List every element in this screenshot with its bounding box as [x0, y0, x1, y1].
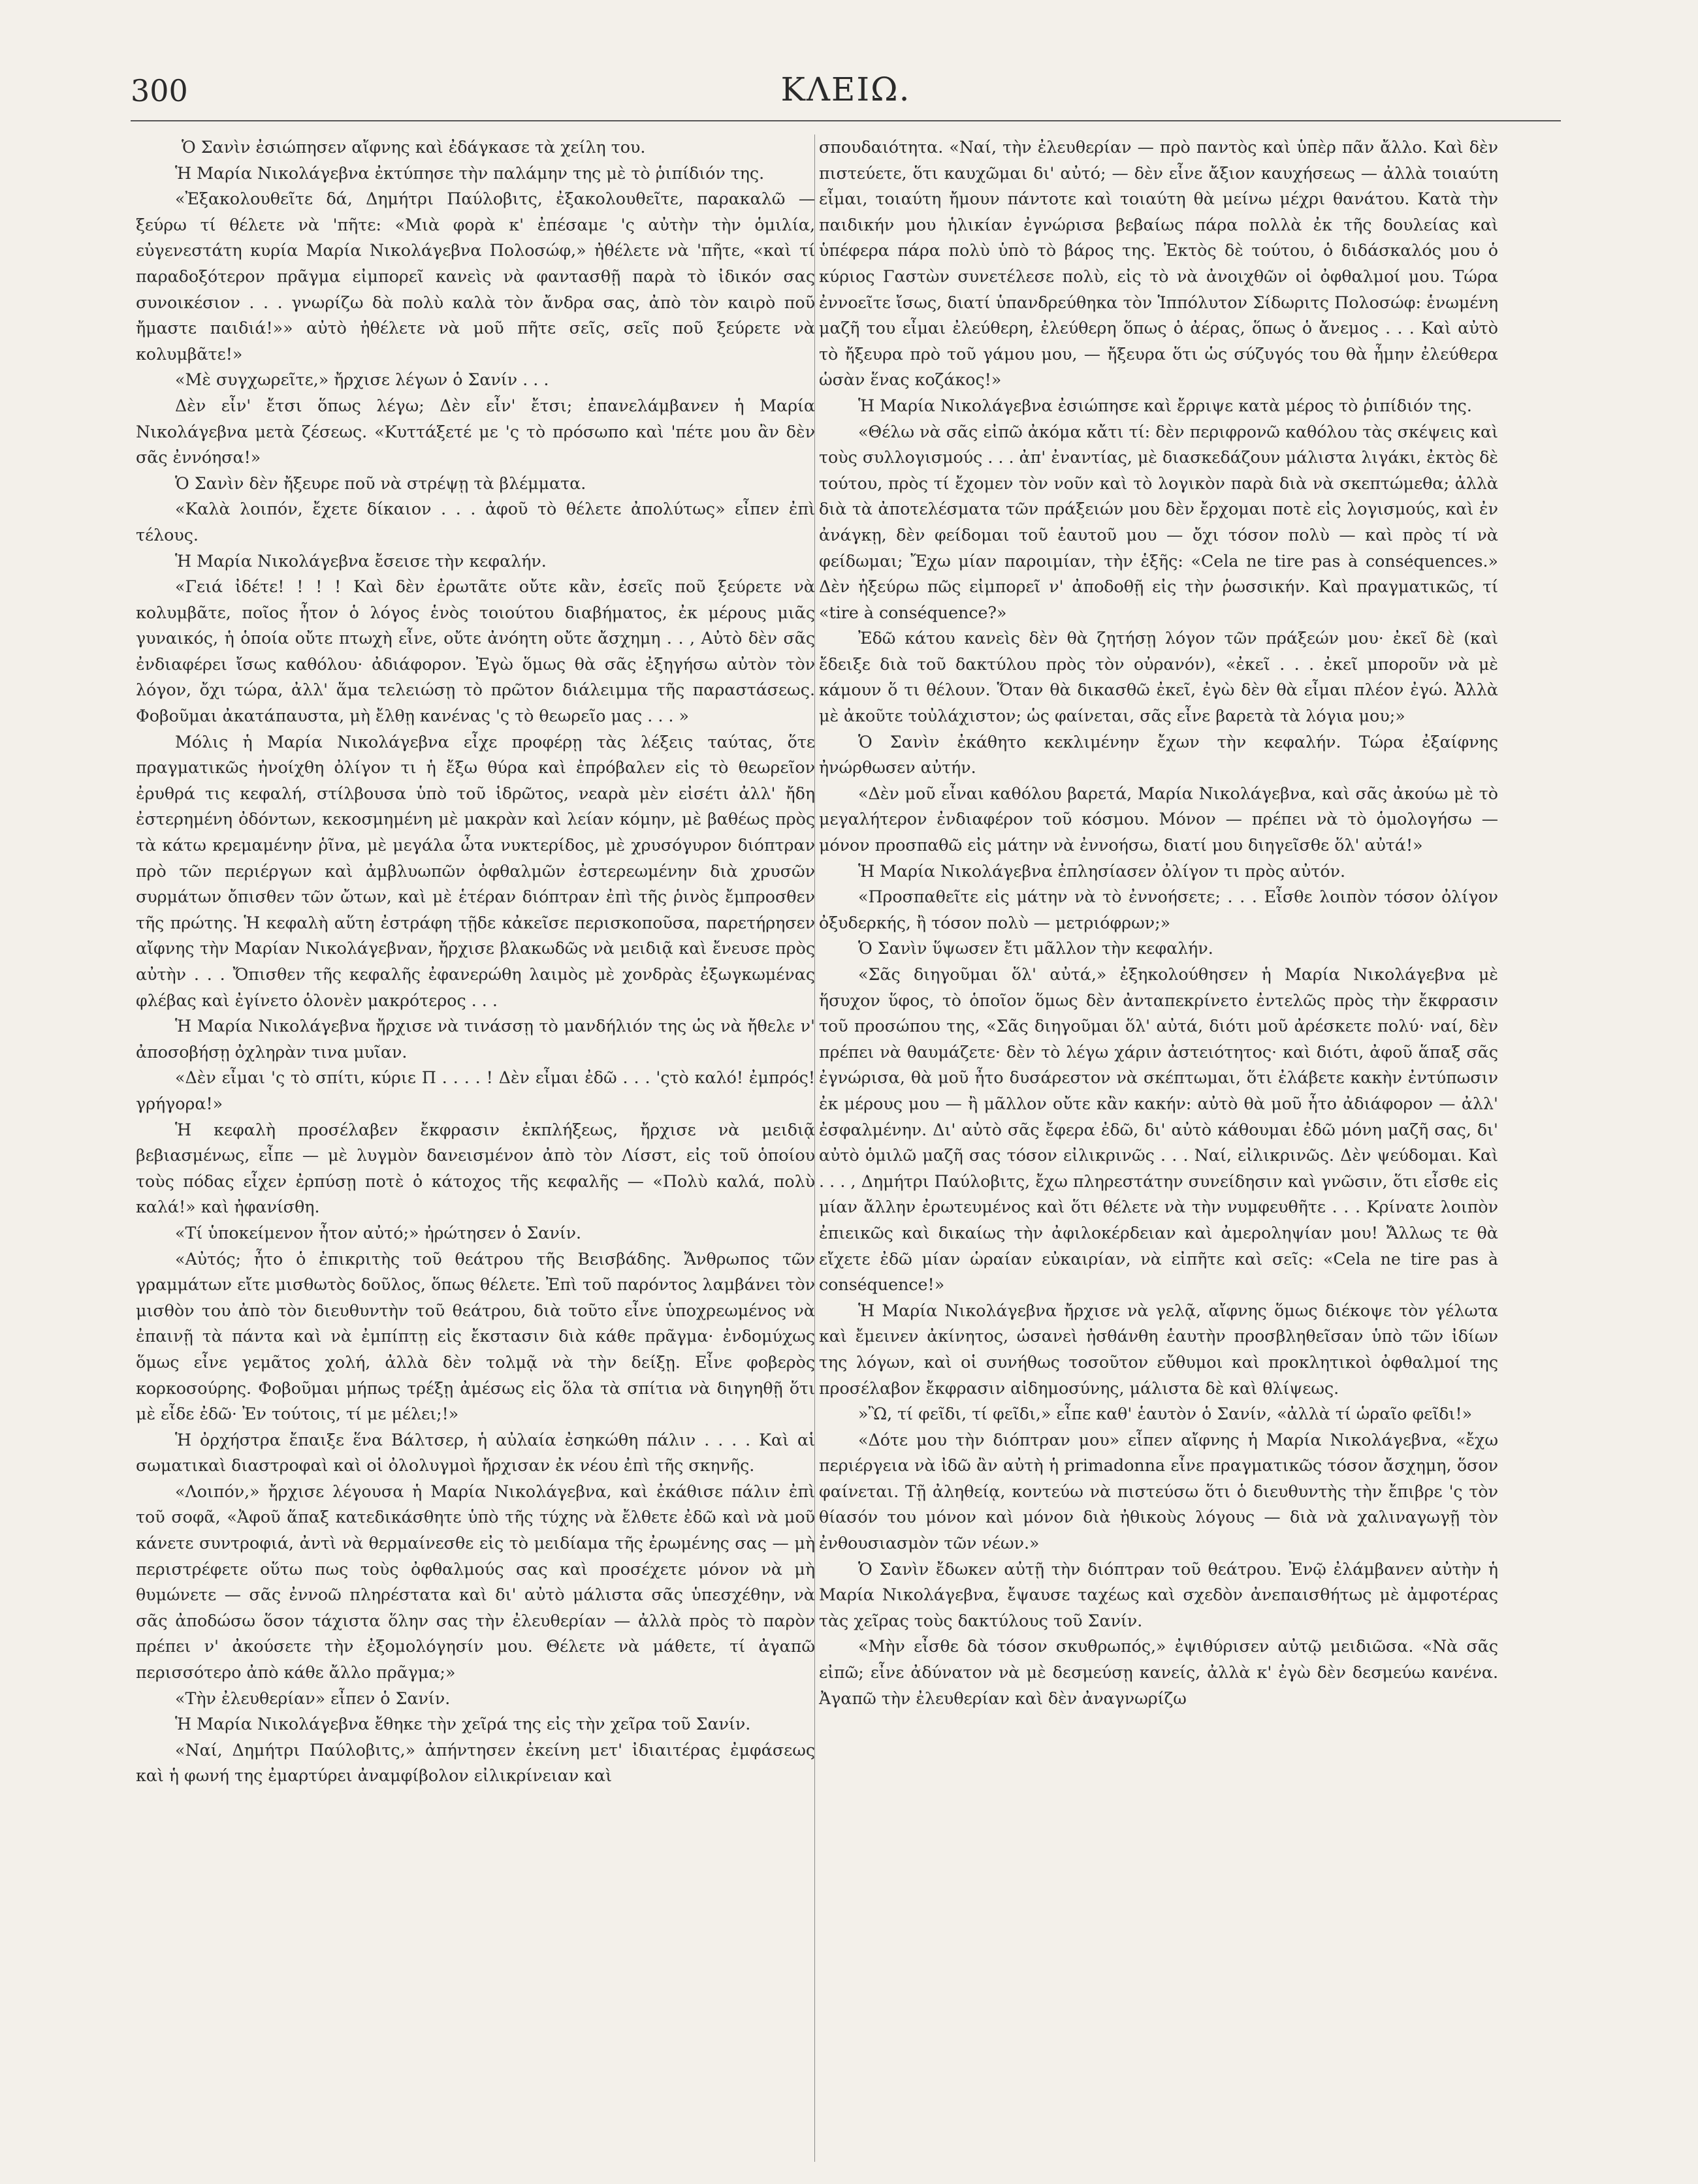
- paragraph: «Ἐξακολουθεῖτε δά, Δημήτρι Παύλοβιτς, ἐξακολουθεῖτε, παρακαλῶ — ξεύρω τί θέλετε νὰ 'πῆτε: «Μιὰ φορὰ κ' ἐπέσαμε 'ς αὐτὴν τὴν ὁμιλία, εὐγενεστάτη κυρία Μαρία Νικολάγεβνα Πολοσώφ,» ἠθέλετε νὰ 'πῆτε, «καὶ τί παραδοξότερον πρᾶγμα εἰμπορεῖ κανεὶς νὰ φαντασθῇ παρὰ τὸ ἰδικόν σας συνοικέσιον . . . γνωρίζω δὰ πολὺ καλὰ τὸν ἄνδρα σας, ἀπὸ τὸν καιρὸ ποῦ ἤμαστε παιδιά!»» αὐτὸ ἠθέλετε νὰ μοῦ πῆτε σεῖς, σεῖς ποῦ ξεύρετε νὰ κολυμβᾶτε!»: [136, 189, 815, 364]
- paragraph: «Δὲν μοῦ εἶναι καθόλου βαρετά, Μαρία Νικολάγεβνα, καὶ σᾶς ἀκούω μὲ τὸ μεγαλήτερον ἐνδιαφέρον τοῦ κόσμου. Μόνον — πρέπει νὰ τὸ ὁμολογήσω — μόνον προσπαθῶ εἰς μάτην νὰ ἐννοήσω, διατί μου διηγεῖσθε ὅλ' αὐτά!»: [819, 783, 1498, 855]
- column-divider: [814, 135, 815, 2162]
- page-header: [131, 65, 1561, 124]
- paragraph: Ἡ κεφαλὴ προσέλαβεν ἔκφρασιν ἐκπλήξεως, ἤρχισε νὰ μειδιᾷ βεβιασμένως, εἶπε — μὲ λυγμὸν δανεισμένον ἀπὸ τὸν Λίσστ, εἰς τοῦ ὁποίου τοὺς πόδας εἶχεν ἐρπύσῃ ποτὲ ὁ κάτοχος τῆς κεφαλῆς — «Πολὺ καλά, πολὺ καλά!» καὶ ἠφανίσθη.: [136, 1120, 815, 1217]
- header-rule: [131, 120, 1561, 121]
- paragraph: Ἐδῶ κάτου κανεὶς δὲν θὰ ζητήσῃ λόγον τῶν πράξεών μου· ἐκεῖ δὲ (καὶ ἔδειξε διὰ τοῦ δακτύλου πρὸς τὸν οὐρανόν), «ἐκεῖ . . . ἐκεῖ μποροῦν νὰ μὲ κάμουν ὅ τι θέλουν. Ὅταν θὰ δικασθῶ ἐκεῖ, ἐγὼ δὲν θὰ εἶμαι πλέον ἐγώ. Ἀλλὰ μὲ ἀκοῦτε τοὐλάχιστον; ὡς φαίνεται, σᾶς εἶνε βαρετὰ τὰ λόγια μου;»: [819, 629, 1498, 726]
- paragraph: «Προσπαθεῖτε εἰς μάτην νὰ τὸ ἐννοήσετε; . . . Εἶσθε λοιπὸν τόσον ὀλίγον ὀξυδερκής, ἢ τόσον πολὺ — μετριόφρων;»: [819, 887, 1498, 932]
- paragraph: Ἡ Μαρία Νικολάγεβνα ἐσιώπησε καὶ ἔρριψε κατὰ μέρος τὸ ῥιπίδιόν της.: [858, 396, 1472, 415]
- paragraph: «Δὲν εἶμαι 'ς τὸ σπίτι, κύριε Π . . . . ! Δὲν εἶμαι ἐδῶ . . . 'ςτὸ καλό! ἐμπρός! γρήγορα!»: [136, 1068, 815, 1113]
- paragraph: «Θέλω νὰ σᾶς εἰπῶ ἀκόμα κἄτι τί: δὲν περιφρονῶ καθόλου τὰς σκέψεις καὶ τοὺς συλλογισμούς . . . ἀπ' ἐναντίας, μὲ διασκεδάζουν μάλιστα λιγάκι, ἐκτὸς δὲ τούτου, πρὸς τί ἔχομεν τὸν νοῦν καὶ τὸ λογικὸν παρὰ διὰ νὰ σκεπτώμεθα; ἀλλὰ διὰ τὰ ἀποτελέσματα τῶν πράξειών μου δὲν ἔρχομαι ποτὲ εἰς λογισμούς, καὶ ἐν ἀνάγκῃ, δὲν φείδομαι τοῦ ἑαυτοῦ μου — ὄχι τόσον πολὺ — καὶ πρὸς τί νὰ φείδωμαι; Ἔχω μίαν παροιμίαν, τὴν ἑξῆς: «Cela ne tire pas à conséquences.» Δὲν ἠξεύρω πῶς εἰμπορεῖ ν' ἀποδοθῇ εἰς τὴν ῥωσσικήν. Καὶ πραγματικῶς, τί «tire à conséquence?»: [819, 422, 1498, 622]
- paragraph: «Γειά ἰδέτε! ! ! ! Καὶ δὲν ἐρωτᾶτε οὔτε κἂν, ἐσεῖς ποῦ ξεύρετε νὰ κολυμβᾶτε, ποῖος ἦτον ὁ λόγος ἑνὸς τοιούτου διαβήματος, ἐκ μέρους μιᾶς γυναικός, ἡ ὁποία οὔτε πτωχὴ εἶνε, οὔτε ἀνόητη οὔτε ἄσχημη . . , Αὐτὸ δὲν σᾶς ἐνδιαφέρει ἴσως καθόλου· ἀδιάφορον. Ἐγὼ ὅμως θὰ σᾶς ἐξηγήσω αὐτὸν τὸν λόγον, ὄχι τώρα, ἀλλ' ἅμα τελειώσῃ τὸ πρῶτον διάλειμμα τῆς παραστάσεως. Φοβοῦμαι ἀκατάπαυστα, μὴ ἔλθῃ κανένας 'ς τὸ θεωρεῖο μας . . . »: [136, 577, 815, 726]
- paragraph: Μόλις ἡ Μαρία Νικολάγεβνα εἶχε προφέρῃ τὰς λέξεις ταύτας, ὅτε πραγματικῶς ἠνοίχθη ὀλίγον τι ἡ ἔξω θύρα καὶ ἐπρόβαλεν εἰς τὸ θεωρεῖον ἐρυθρά τις κεφαλή, στίλβουσα ὑπὸ τοῦ ἱδρῶτος, νεαρὰ μὲν εἰσέτι ἀλλ' ἤδη ἐστερημένη ὀδόντων, κεκοσμημένη μὲ μακρὰν καὶ λείαν κόμην, μὲ βαθέως πρὸς τὰ κάτω κρεμαμένην ῥῖνα, μὲ μεγάλα ὦτα νυκτερίδος, μὲ χρυσόγυρον διόπτραν πρὸ τῶν περιέργων καὶ ἀμβλυωπῶν ὀφθαλμῶν ἐστερεωμένην διὰ χρυσῶν συρμάτων ὄπισθεν τῶν ὤτων, καὶ μὲ ἑτέραν διόπτραν ἐπὶ τῆς ῥινὸς ἔμπροσθεν τῆς πρώτης. Ἡ κεφαλὴ αὕτη ἐστράφη τῇδε κἀκεῖσε περισκοποῦσα, παρετήρησεν αἴφνης τὴν Μαρίαν Νικολάγεβναν, ἤρχισε βλακωδῶς νὰ μειδιᾷ καὶ ἔνευσε πρὸς αὐτὴν . . . Ὄπισθεν τῆς κεφαλῆς ἐφανερώθη λαιμὸς μὲ χονδρὰς ἐξωγκωμένας φλέβας καὶ ἐγίνετο ὁλονὲν μακρότερος . . .: [136, 732, 815, 1010]
- right-column: [819, 135, 1498, 2165]
- paragraph: «Ναί, Δημήτρι Παύλοβιτς,» ἀπήντησεν ἐκείνη μετ' ἰδιαιτέρας ἐμφάσεως καὶ ἡ φωνή της ἐμαρτύρει ἀναμφίβολον εἰλικρίνειαν καὶ: [136, 1740, 815, 1786]
- paragraph: Ἡ ὀρχήστρα ἔπαιξε ἕνα Βάλτσερ, ἡ αὐλαία ἐσηκώθη πάλιν . . . . Καὶ αἱ σωματικαὶ διαστροφαὶ καὶ οἱ ὀλολυγμοὶ ἤρχισαν ἐκ νέου ἐπὶ τῆς σκηνῆς.: [136, 1430, 815, 1476]
- paragraph: σπουδαιότητα. «Ναί, τὴν ἐλευθερίαν — πρὸ παντὸς καὶ ὑπὲρ πᾶν ἄλλο. Καὶ δὲν πιστεύετε, ὅτι καυχῶμαι δι' αὐτό; — δὲν εἶνε ἄξιον καυχήσεως — ἀλλὰ τοιαύτη εἶμαι, τοιαύτη ἤμουν πάντοτε καὶ τοιαύτη θὰ μείνω μέχρι θανάτου. Κατὰ τὴν παιδικήν μου ἡλικίαν ἐγνώρισα βεβαίως πάρα πολλὰ ἐκ τῆς δουλείας καὶ ὑπέφερα πάρα πολὺ ὑπὸ τὸ βάρος της. Ἐκτὸς δὲ τούτου, ὁ διδάσκαλός μου ὁ κύριος Γαστὼν συνετέλεσε πολὺ, εἰς τὸ νὰ ἀνοιχθῶν οἱ ὀφθαλμοί μου. Τώρα ἐννοεῖτε ἴσως, διατί ὑπανδρεύθηκα τὸν Ἱππόλυτον Σίδωριτς Πολοσώφ: ἑνωμένη μαζῆ του εἶμαι ἐλεύθερη, ἐλεύθερη ὅπως ὁ ἀέρας, ὅπως ὁ ἄνεμος . . . Καὶ αὐτὸ τὸ ἤξευρα πρὸ τοῦ γάμου μου, — ἤξευρα ὅτι ὡς σύζυγός του θὰ ἦμην ἐλεύθερα ὡσὰν ἕνας κοζάκος!»: [819, 138, 1498, 390]
- paragraph: Ὁ Σανὶν ὕψωσεν ἔτι μᾶλλον τὴν κεφαλήν.: [858, 939, 1213, 958]
- paragraph: Ἡ Μαρία Νικολάγεβνα ἔσεισε τὴν κεφαλήν.: [175, 551, 547, 571]
- paragraph: «Μὴν εἶσθε δὰ τόσον σκυθρωπός,» ἐψιθύρισεν αὐτῷ μειδιῶσα. «Νὰ σᾶς εἰπῶ; εἶνε ἀδύνατον νὰ μὲ δεσμεύσῃ κανείς, ἀλλὰ κ' ἐγὼ δὲν δεσμεύω κανένα. Ἀγαπῶ τὴν ἐλευθερίαν καὶ δὲν ἀναγνωρίζω: [819, 1637, 1498, 1708]
- journal-title: ΚΛΕΙΩ.: [780, 71, 911, 108]
- paragraph: «Μὲ συγχωρεῖτε,» ἤρχισε λέγων ὁ Σανίν . . .: [175, 370, 549, 390]
- paragraph: «Λοιπόν,» ἤρχισε λέγουσα ἡ Μαρία Νικολάγεβνα, καὶ ἐκάθισε πάλιν ἐπὶ τοῦ σοφᾶ, «Ἀφοῦ ἅπαξ κατεδικάσθητε ὑπὸ τῆς τύχης νὰ ἔλθετε ἐδῶ καὶ νὰ μοῦ κάνετε συντροφιά, ἀντὶ νὰ θερμαίνεσθε εἰς τὸ μειδίαμα τῆς ἐρωμένης σας — μὴ περιστρέφετε οὕτω πως τοὺς ὀφθαλμούς σας καὶ προσέχετε μόνον νὰ μὴ θυμώνετε — σᾶς ἐννοῶ πληρέστατα καὶ δι' αὐτὸ μάλιστα σᾶς ὑπεσχέθην, νὰ σᾶς ἀποδώσω ὅσον τάχιστα ὅλην σας τὴν ἐλευθερίαν — ἀλλὰ πρὸς τὸ παρὸν πρέπει ν' ἀκούσετε τὴν ἐξομολόγησίν μου. Θέλετε νὰ μάθετε, τί ἀγαπῶ περισσότερο ἀπὸ κάθε ἄλλο πρᾶγμα;»: [136, 1481, 815, 1683]
- left-column: [136, 135, 815, 2165]
- paragraph: Ἡ Μαρία Νικολάγεβνα ἐκτύπησε τὴν παλάμην της μὲ τὸ ῥιπίδιόν της.: [175, 163, 765, 183]
- paragraph: Ὁ Σανὶν ἐσιώπησεν αἴφνης καὶ ἐδάγκασε τὰ χείλη του.: [182, 138, 646, 157]
- paragraph: «Σᾶς διηγοῦμαι ὅλ' αὐτά,» ἐξηκολούθησεν ἡ Μαρία Νικολάγεβνα μὲ ἥσυχον ὕφος, τὸ ὁποῖον ὅμως δὲν ἀνταπεκρίνετο ἐντελῶς πρὸς τὴν ἔκφρασιν τοῦ προσώπου της, «Σᾶς διηγοῦμαι ὅλ' αὐτά, διότι μοῦ ἀρέσκετε πολύ· ναί, δὲν πρέπει νὰ θαυμάζετε· δὲν τὸ λέγω χάριν ἀστειότητος· καὶ διότι, ἀφοῦ ἅπαξ σᾶς ἐγνώρισα, θὰ μοῦ ἦτο δυσάρεστον νὰ σκέπτωμαι, ὅτι ἐλάβετε κακὴν ἐντύπωσιν ἐκ μέρους μου — ἢ μᾶλλον οὔτε κἂν κακήν: αὐτὸ θὰ μοῦ ἦτο ἀδιάφορον — ἀλλ' ἐσφαλμένην. Δι' αὐτὸ σᾶς ἔφερα ἐδῶ, δι' αὐτὸ κάθουμαι ἐδῶ μόνη μαζῆ σας, δι' αὐτὸ ὁμιλῶ μαζῆ σας τόσον εἰλικρινῶς . . . Ναί, εἰλικρινῶς. Δὲν ψεύδομαι. Καὶ . . . , Δημήτρι Παύλοβιτς, ἔχω πληρεστάτην συνείδησιν καὶ γνῶσιν, ὅτι εἶσθε εἰς μίαν ἄλλην ἐρωτευμένος καὶ ὅτι θέλετε νὰ τὴν νυμφευθῆτε . . . Κρίνατε λοιπὸν ἐπιεικῶς καὶ δικαίως τὴν ἀφιλοκέρδειαν καὶ ἀμεροληψίαν μου! Ἄλλως τε θὰ εἴχετε ἐδῶ μίαν ὡραίαν εὐκαιρίαν, νὰ εἰπῆτε καὶ σεῖς: «Cela ne tire pas à conséquence!»: [819, 965, 1498, 1295]
- paragraph: »Ὢ, τί φεῖδι, τί φεῖδι,» εἶπε καθ' ἑαυτὸν ὁ Σανίν, «ἀλλὰ τί ὡραῖο φεῖδι!»: [858, 1404, 1473, 1424]
- paragraph: Ἡ Μαρία Νικολάγεβνα ἤρχισε νὰ γελᾷ, αἴφνης ὅμως διέκοψε τὸν γέλωτα καὶ ἔμεινεν ἀκίνητος, ὡσανεὶ ἠσθάνθη ἑαυτὴν προσβληθεῖσαν ὑπὸ τῶν ἰδίων της λόγων, καὶ οἱ συνήθως τοσοῦτον εὔθυμοι καὶ προκλητικοὶ ὀφθαλμοί της προσέλαβον ἔκφρασιν αἰδημοσύνης, μάλιστα δὲ καὶ θλίψεως.: [819, 1301, 1498, 1398]
- paragraph: Ἡ Μαρία Νικολάγεβνα ἤρχισε νὰ τινάσσῃ τὸ μανδήλιόν της ὡς νὰ ἤθελε ν' ἀποσοβήσῃ ὀχληρὰν τινα μυῖαν.: [136, 1017, 815, 1062]
- page-number: 300: [131, 73, 188, 108]
- paragraph: Ὁ Σανὶν ἔδωκεν αὐτῇ τὴν διόπτραν τοῦ θεάτρου. Ἐνῷ ἐλάμβανεν αὐτὴν ἡ Μαρία Νικολάγεβνα, ἔψαυσε ταχέως καὶ σχεδὸν ἀνεπαισθήτως μὲ ἀμφοτέρας τὰς χεῖρας τοὺς δακτύλους τοῦ Σανίν.: [819, 1559, 1498, 1630]
- paragraph: Ἡ Μαρία Νικολάγεβνα ἔθηκε τὴν χεῖρά της εἰς τὴν χεῖρα τοῦ Σανίν.: [175, 1715, 751, 1734]
- paragraph: Ὁ Σανὶν ἐκάθητο κεκλιμένην ἔχων τὴν κεφαλήν. Τώρα ἐξαίφνης ἠνώρθωσεν αὐτήν.: [819, 732, 1498, 778]
- paragraph: «Δότε μου τὴν διόπτραν μου» εἶπεν αἴφνης ἡ Μαρία Νικολάγεβνα, «ἔχω περιέργεια νὰ ἰδῶ ἂν αὐτὴ ἡ primadonna εἶνε πραγματικῶς τόσον ἄσχημη, ὅσον φαίνεται. Τῇ ἀληθείᾳ, κοντεύω νὰ πιστεύσω ὅτι ὁ διευθυντὴς τὴν ἔπιβρε 'ς τὸν θίασόν του μόνον καὶ μόνον διὰ ἠθικοὺς λόγους — διὰ νὰ χαλιναγωγῇ τὸν ἐνθουσιασμὸν τῶν νέων.»: [819, 1430, 1498, 1553]
- paragraph: «Καλὰ λοιπόν, ἔχετε δίκαιον . . . ἀφοῦ τὸ θέλετε ἀπολύτως» εἶπεν ἐπὶ τέλους.: [136, 499, 815, 545]
- paragraph: «Τὴν ἐλευθερίαν» εἶπεν ὁ Σανίν.: [175, 1688, 451, 1708]
- paragraph: Ὁ Σανὶν δὲν ἤξευρε ποῦ νὰ στρέψῃ τὰ βλέμματα.: [175, 473, 586, 493]
- paragraph: «Αὐτός; ἦτο ὁ ἐπικριτὴς τοῦ θεάτρου τῆς Βεισβάδης. Ἄνθρωπος τῶν γραμμάτων εἴτε μισθωτὸς δοῦλος, ὅπως θέλετε. Ἐπὶ τοῦ παρόντος λαμβάνει τὸν μισθὸν του ἀπὸ τὸν διευθυντὴν τοῦ θεάτρου, διὰ τοῦτο εἶνε ὑποχρεωμένος νὰ ἐπαινῇ τὰ πάντα καὶ νὰ ἐμπίπτῃ εἰς ἔκστασιν διὰ κάθε πρᾶγμα· ἐνδομύχως ὅμως εἶνε γεμᾶτος χολή, ἀλλὰ δὲν τολμᾷ νὰ τὴν δείξῃ. Εἶνε φοβερὸς κορκοσούρης. Φοβοῦμαι μήπως τρέξῃ ἀμέσως εἰς ὅλα τὰ σπίτια νὰ διηγηθῇ ὅτι μὲ εἶδε ἐδῶ· Ἐν τούτοις, τί με μέλει;!»: [136, 1249, 815, 1424]
- paragraph: «Τί ὑποκείμενον ἦτον αὐτό;» ἠρώτησεν ὁ Σανίν.: [175, 1223, 582, 1242]
- paragraph: Ἡ Μαρία Νικολάγεβνα ἐπλησίασεν ὀλίγον τι πρὸς αὐτόν.: [858, 861, 1345, 881]
- paragraph: Δὲν εἶν' ἔτσι ὅπως λέγω; Δὲν εἶν' ἔτσι; ἐπανελάμβανεν ἡ Μαρία Νικολάγεβνα μετὰ ζέσεως. «Κυττάξετέ με 'ς τὸ πρόσωπο καὶ 'πέτε μου ἂν δὲν σᾶς ἐννόησα!»: [136, 396, 815, 467]
